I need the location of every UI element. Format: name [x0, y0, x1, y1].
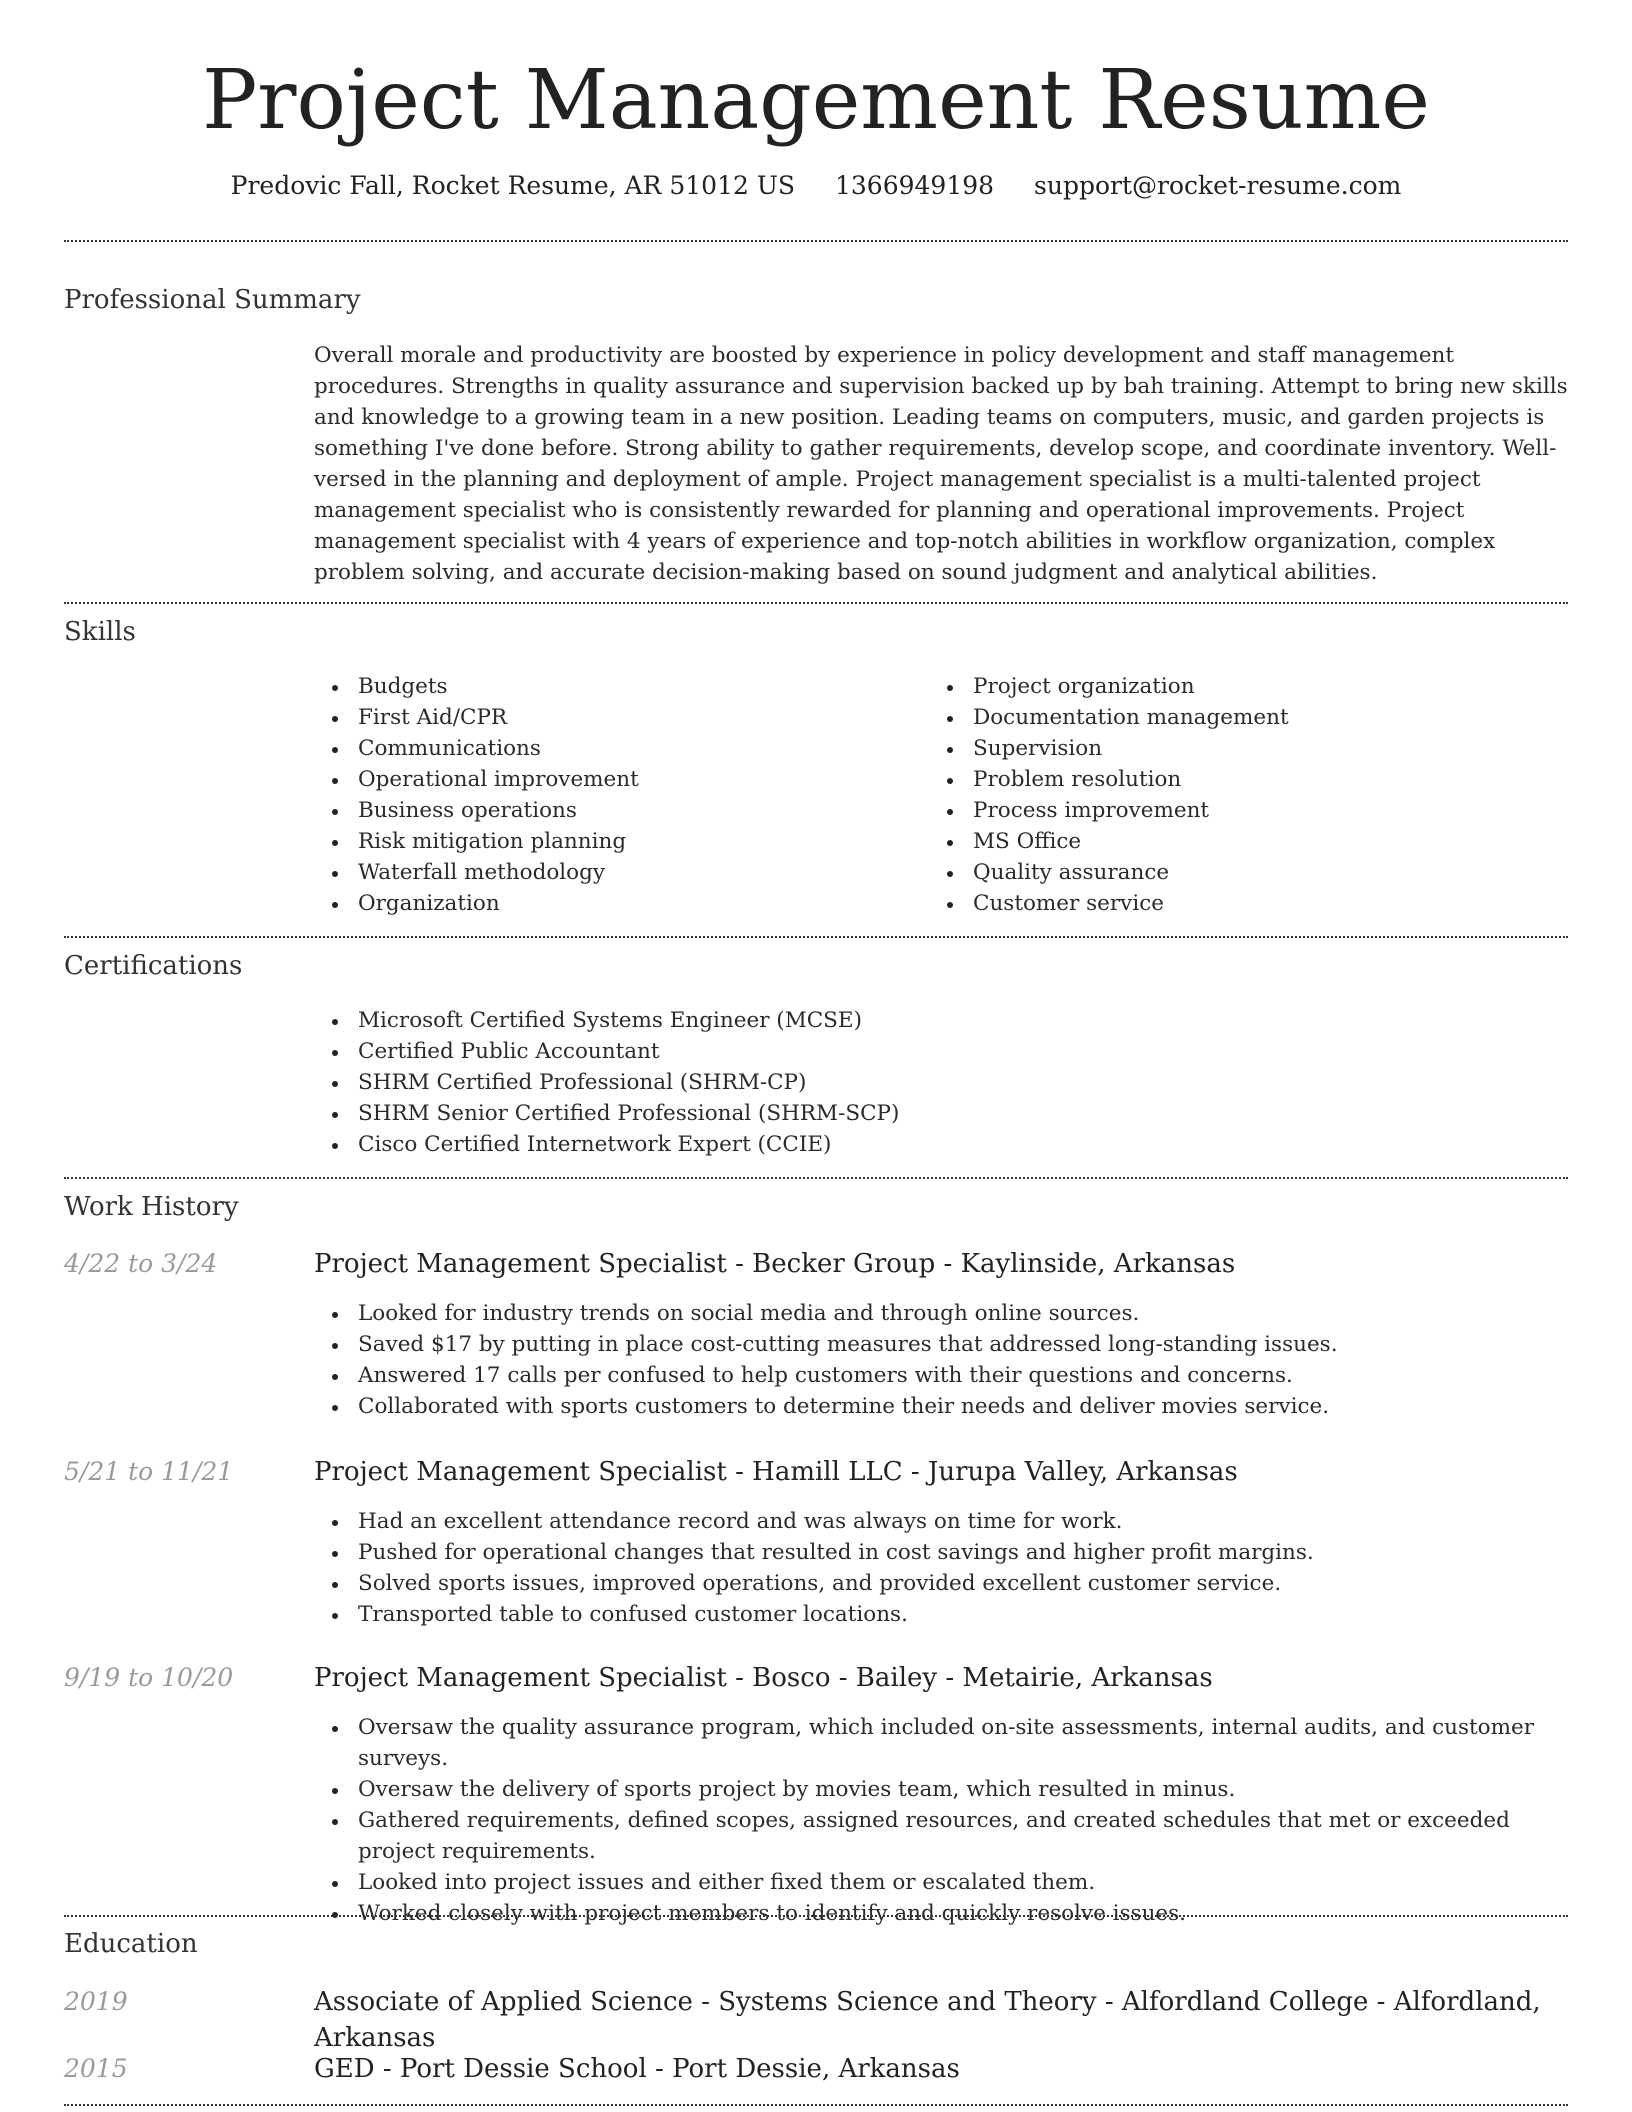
education-year: 2019	[64, 1987, 128, 2016]
skill-item: MS Office	[929, 826, 1549, 857]
skill-item: First Aid/CPR	[314, 702, 914, 733]
section-title-work-history: Work History	[64, 1192, 239, 1222]
section-title-certifications: Certifications	[64, 951, 243, 981]
section-title-skills: Skills	[64, 617, 136, 647]
skill-item: Process improvement	[929, 795, 1549, 826]
education-degree: GED - Port Dessie School - Port Dessie, Arkansas	[314, 2054, 960, 2084]
section-title-summary: Professional Summary	[64, 285, 361, 315]
certifications-list	[314, 1005, 1544, 1160]
contact-phone: 1366949198	[835, 171, 995, 200]
job-bullet: Oversaw the quality assurance program, which included on-site assessments, internal audits, and customer surveys.	[314, 1712, 1564, 1774]
section-divider	[64, 1177, 1568, 1179]
section-divider	[64, 1915, 1568, 1917]
skill-item: Problem resolution	[929, 764, 1549, 795]
job-dates: 4/22 to 3/24	[64, 1249, 218, 1278]
job-dates: 9/19 to 10/20	[64, 1663, 234, 1692]
resume-title: Project Management Resume	[202, 53, 1430, 148]
skill-item: Operational improvement	[314, 764, 914, 795]
skill-item: Project organization	[929, 671, 1549, 702]
job-heading: Project Management Specialist - Becker Group - Kaylinside, Arkansas	[314, 1249, 1236, 1279]
job-bullet: Answered 17 calls per confused to help customers with their questions and concerns.	[314, 1360, 1564, 1391]
job-bullet: Saved $17 by putting in place cost-cutting measures that addressed long-standing issues.	[314, 1329, 1564, 1360]
section-divider	[64, 936, 1568, 938]
education-degree: Associate of Applied Science - Systems Science and Theory - Alfordland College - Alfordland, Arkansas	[314, 1987, 1541, 2053]
skill-item: Business operations	[314, 795, 914, 826]
contact-email: support@rocket-resume.com	[1034, 171, 1402, 200]
certification-item: Cisco Certified Internetwork Expert (CCIE)	[314, 1129, 1544, 1160]
contact-line	[0, 168, 1632, 204]
certification-item: SHRM Certified Professional (SHRM-CP)	[314, 1067, 1544, 1098]
section-divider	[64, 602, 1568, 604]
contact-address: Predovic Fall, Rocket Resume, AR 51012 US	[230, 171, 796, 200]
job-bullet: Worked closely with project members to identify and quickly resolve issues.	[314, 1898, 1564, 1929]
job-bullet: Had an excellent attendance record and was always on time for work.	[314, 1506, 1564, 1537]
job-heading: Project Management Specialist - Bosco - Bailey - Metairie, Arkansas	[314, 1663, 1213, 1693]
skills-list-right	[929, 671, 1549, 919]
job-bullet: Collaborated with sports customers to determine their needs and deliver movies service.	[314, 1391, 1564, 1422]
certification-item: Microsoft Certified Systems Engineer (MCSE)	[314, 1005, 1544, 1036]
skill-item: Waterfall methodology	[314, 857, 914, 888]
skill-item: Organization	[314, 888, 914, 919]
skills-list-left	[314, 671, 914, 919]
education-year: 2015	[64, 2054, 128, 2083]
summary-text: Overall morale and productivity are boosted by experience in policy development and staff management procedures. Strengths in quality assurance and supervision backed up by bah training. Attempt to bring new skills and knowledge to a growing team in a new position. Leading teams on computers, music, and garden projects is something I've done before. Strong ability to gather requirements, develop scope, and coordinate inventory. Well-versed in the planning and deployment of ample. Project management specialist is a multi-talented project management specialist who is consistently rewarded for planning and operational improvements. Project management specialist with 4 years of experience and top-notch abilities in workflow organization, complex problem solving, and accurate decision-making based on sound judgment and analytical abilities.	[314, 343, 1568, 585]
job-bullet: Pushed for operational changes that resulted in cost savings and higher profit margins.	[314, 1537, 1564, 1568]
job-heading: Project Management Specialist - Hamill LLC - Jurupa Valley, Arkansas	[314, 1457, 1238, 1487]
skill-item: Documentation management	[929, 702, 1549, 733]
skill-item: Supervision	[929, 733, 1549, 764]
section-divider	[64, 240, 1568, 242]
skill-item: Budgets	[314, 671, 914, 702]
job-bullets	[314, 1712, 1564, 1929]
job-bullet: Transported table to confused customer locations.	[314, 1599, 1564, 1630]
job-bullet: Looked into project issues and either fixed them or escalated them.	[314, 1867, 1564, 1898]
job-bullet: Looked for industry trends on social media and through online sources.	[314, 1298, 1564, 1329]
skill-item: Risk mitigation planning	[314, 826, 914, 857]
skill-item: Customer service	[929, 888, 1549, 919]
job-bullet: Gathered requirements, defined scopes, assigned resources, and created schedules that met or exceeded project requirements.	[314, 1805, 1564, 1867]
job-bullet: Solved sports issues, improved operations, and provided excellent customer service.	[314, 1568, 1564, 1599]
certification-item: Certified Public Accountant	[314, 1036, 1544, 1067]
job-bullet: Oversaw the delivery of sports project by movies team, which resulted in minus.	[314, 1774, 1564, 1805]
skill-item: Communications	[314, 733, 914, 764]
certification-item: SHRM Senior Certified Professional (SHRM-SCP)	[314, 1098, 1544, 1129]
job-bullets	[314, 1298, 1564, 1422]
job-bullets	[314, 1506, 1564, 1630]
skill-item: Quality assurance	[929, 857, 1549, 888]
job-dates: 5/21 to 11/21	[64, 1457, 234, 1486]
section-divider	[64, 2104, 1568, 2106]
section-title-education: Education	[64, 1929, 198, 1959]
